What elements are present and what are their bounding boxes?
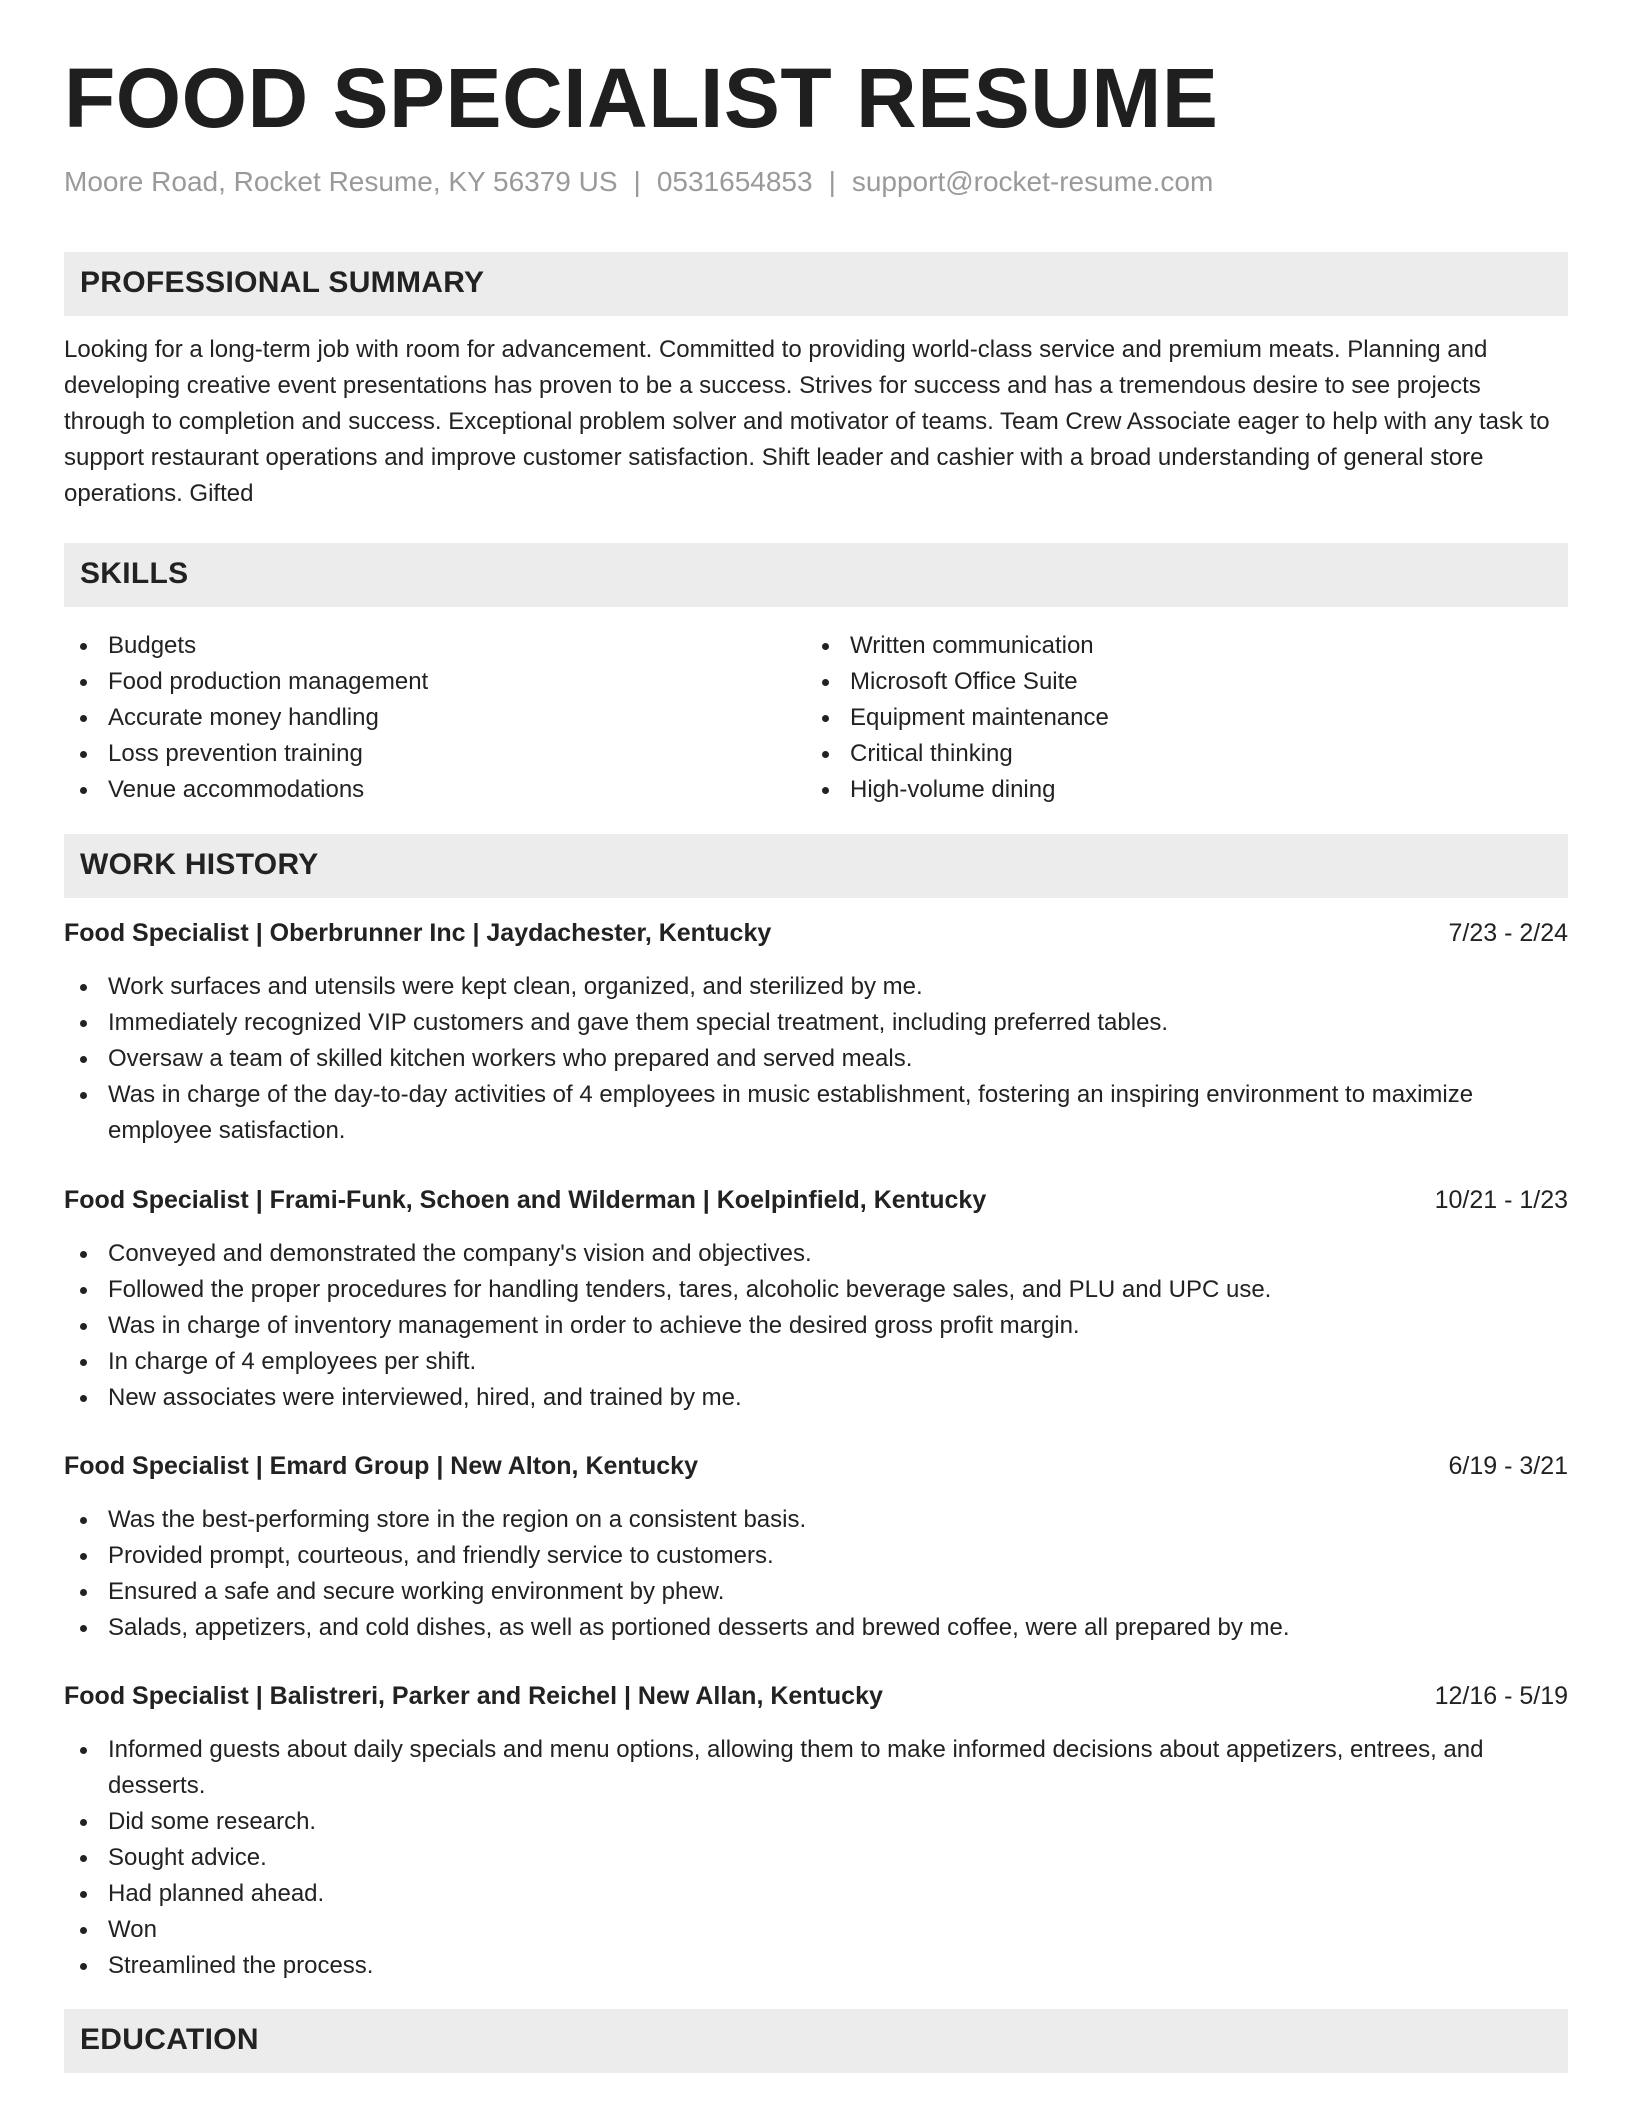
job-bullet: Was the best-performing store in the region on a consistent basis. [64, 1502, 1568, 1538]
job-dates: 6/19 - 3/21 [1448, 1452, 1568, 1480]
skill-item: Food production management [64, 664, 784, 700]
job-entry [64, 915, 1568, 1149]
job-title: Food Specialist | Emard Group | New Alton, Kentucky [64, 1452, 698, 1480]
job-dates: 10/21 - 1/23 [1434, 1186, 1568, 1214]
job-bullet: Informed guests about daily specials and menu options, allowing them to make informed decisions about appetizers, entrees, and desserts. [64, 1732, 1568, 1804]
job-bullets [64, 1502, 1568, 1646]
job-bullet: Did some research. [64, 1804, 1568, 1840]
job-bullet: New associates were interviewed, hired, and trained by me. [64, 1380, 1568, 1416]
skills-list-right [806, 628, 1526, 808]
job-title: Food Specialist | Frami-Funk, Schoen and Wilderman | Koelpinfield, Kentucky [64, 1186, 987, 1214]
job-bullet: In charge of 4 employees per shift. [64, 1344, 1568, 1380]
job-bullet: Immediately recognized VIP customers and gave them special treatment, including preferred tables. [64, 1005, 1568, 1041]
summary-text: Looking for a long-term job with room for advancement. Committed to providing world-class service and premium meats. Planning and developing creative event presentations has proven to be a success. Strives for success and has a tremendous desire to see projects through to completion and success. Exceptional problem solver and motivator of teams. Team Crew Associate eager to help with any task to support restaurant operations and improve customer satisfaction. Shift leader and cashier with a broad understanding of general store operations. Gifted [64, 336, 1550, 507]
job-bullet: Provided prompt, courteous, and friendly service to customers. [64, 1538, 1568, 1574]
skill-item: Venue accommodations [64, 772, 784, 808]
section-header-summary [64, 252, 1568, 316]
job-bullet: Ensured a safe and secure working environment by phew. [64, 1574, 1568, 1610]
job-bullet: Won [64, 1912, 1568, 1948]
job-bullets [64, 969, 1568, 1149]
section-title: PROFESSIONAL SUMMARY [80, 266, 485, 299]
job-entry [64, 1678, 1568, 1984]
job-bullet: Streamlined the process. [64, 1948, 1568, 1984]
skill-item: Critical thinking [806, 736, 1526, 772]
job-bullet: Was in charge of inventory management in order to achieve the desired gross profit margin. [64, 1308, 1568, 1344]
section-title: SKILLS [80, 557, 189, 590]
section-title: EDUCATION [80, 2023, 259, 2056]
resume-title: FOOD SPECIALIST RESUME [64, 51, 1219, 145]
job-bullet: Was in charge of the day-to-day activities of 4 employees in music establishment, fostering an inspiring environment to maximize employee satisfaction. [64, 1077, 1568, 1149]
job-bullet: Salads, appetizers, and cold dishes, as well as portioned desserts and brewed coffee, were all prepared by me. [64, 1610, 1568, 1646]
job-title: Food Specialist | Balistreri, Parker and Reichel | New Allan, Kentucky [64, 1682, 883, 1710]
contact-separator: | [828, 166, 836, 197]
section-header-education [64, 2009, 1568, 2073]
job-dates: 7/23 - 2/24 [1448, 919, 1568, 947]
job-bullet: Followed the proper procedures for handling tenders, tares, alcoholic beverage sales, and PLU and UPC use. [64, 1272, 1568, 1308]
skill-item: High-volume dining [806, 772, 1526, 808]
job-bullets [64, 1236, 1568, 1416]
job-entry [64, 1182, 1568, 1416]
job-header [64, 1182, 1568, 1218]
job-title: Food Specialist | Oberbrunner Inc | Jaydachester, Kentucky [64, 919, 772, 947]
job-bullet: Conveyed and demonstrated the company's vision and objectives. [64, 1236, 1568, 1272]
skill-item: Budgets [64, 628, 784, 664]
job-dates: 12/16 - 5/19 [1434, 1682, 1568, 1710]
job-bullets [64, 1732, 1568, 1984]
job-bullet: Had planned ahead. [64, 1876, 1568, 1912]
job-bullet: Sought advice. [64, 1840, 1568, 1876]
job-header [64, 1678, 1568, 1714]
contact-email: support@rocket-resume.com [851, 166, 1214, 197]
section-header-work-history [64, 834, 1568, 898]
job-bullet: Work surfaces and utensils were kept clean, organized, and sterilized by me. [64, 969, 1568, 1005]
job-header [64, 915, 1568, 951]
section-title: WORK HISTORY [80, 848, 319, 881]
skill-item: Written communication [806, 628, 1526, 664]
job-header [64, 1448, 1568, 1484]
job-entry [64, 1448, 1568, 1646]
skill-item: Accurate money handling [64, 700, 784, 736]
contact-phone: 0531654853 [656, 166, 813, 197]
section-header-skills [64, 543, 1568, 607]
contact-separator: | [633, 166, 641, 197]
contact-line [64, 166, 1213, 198]
skills-list-left [64, 628, 784, 808]
skill-item: Loss prevention training [64, 736, 784, 772]
contact-address: Moore Road, Rocket Resume, KY 56379 US [64, 166, 618, 197]
skill-item: Microsoft Office Suite [806, 664, 1526, 700]
job-bullet: Oversaw a team of skilled kitchen workers who prepared and served meals. [64, 1041, 1568, 1077]
skill-item: Equipment maintenance [806, 700, 1526, 736]
